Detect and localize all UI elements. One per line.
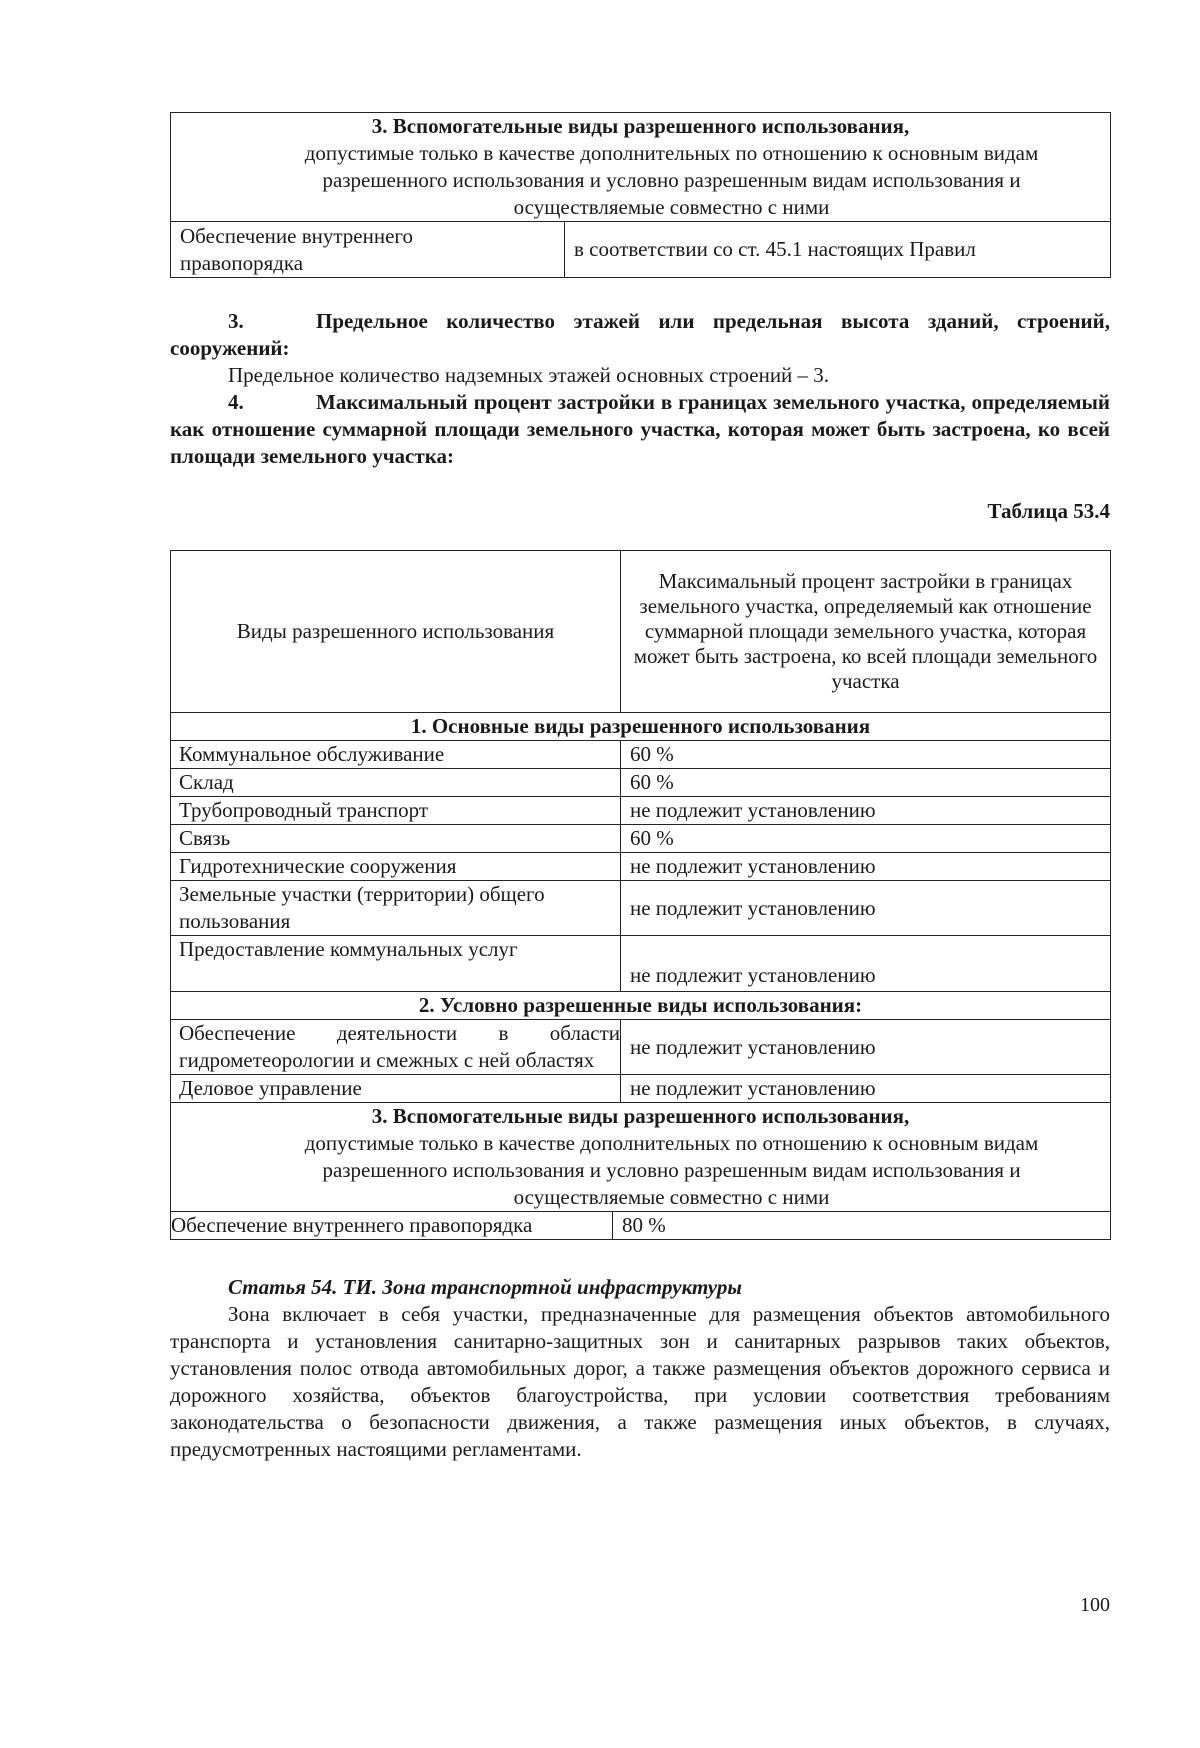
table-title: Таблица 53.4	[987, 499, 1110, 523]
cell-value: не подлежит установлению	[621, 881, 1111, 936]
row-label: Обеспечение внутреннего правопорядка	[171, 222, 565, 278]
cell-value: не подлежит установлению	[621, 1020, 1111, 1075]
table-row	[171, 769, 1111, 797]
cell-value: не подлежит установлению	[621, 936, 1111, 992]
table-top	[170, 112, 1111, 278]
table-row	[171, 741, 1111, 769]
cell-value: 60 %	[621, 825, 1111, 853]
table-row	[171, 222, 1111, 278]
section1-title: 1. Основные виды разрешенного использования	[171, 713, 1111, 741]
document-page	[170, 112, 1110, 1463]
cell-value: 80 %	[613, 1211, 1111, 1239]
cell-name: Трубопроводный транспорт	[171, 797, 621, 825]
cell-value: 60 %	[621, 769, 1111, 797]
article-text: Зона включает в себя участки, предназначенные для размещения объектов автомобильного транспорта и установления санитарно-защитных зон и санитарных разрывов таких объектов, установления полос отвода автомобильных дорог, а также размещения объектов дорожного сервиса и дорожного хозяйства, объектов благоустройства, при условии соответствия требованиям законодательства о безопасности движения, а также размещения иных объектов, в случаях, предусмотренных настоящими регламентами.	[170, 1301, 1110, 1461]
table-row	[171, 853, 1111, 881]
table-row	[171, 1020, 1111, 1075]
item3-num: 3.	[228, 309, 244, 333]
item3-heading-line	[170, 308, 1110, 362]
table-row	[171, 1075, 1111, 1103]
cell-name: Земельные участки (территории) общего пользования	[171, 881, 621, 936]
table-main	[170, 550, 1111, 1212]
cell-name: Деловое управление	[171, 1075, 621, 1103]
cell-name: Склад	[171, 769, 621, 797]
section2-title: 2. Условно разрешенные виды использования:	[171, 992, 1111, 1020]
col2-header: Максимальный процент застройки в границах земельного участка, определяемый как отношение суммарной площади земельного участка, которая может быть застроена, ко всей площади земельного участка	[621, 551, 1111, 713]
cell-name: Связь	[171, 825, 621, 853]
item3-heading: Предельное количество этажей или предельная высота зданий, строений, сооружений:	[170, 309, 1110, 360]
table-row	[171, 1211, 1111, 1239]
cell-name: Обеспечение деятельности в области гидрометеорологии и смежных с ней областях	[171, 1020, 621, 1075]
cell-value: 60 %	[621, 741, 1111, 769]
section3-desc: допустимые только в качестве дополнительных по отношению к основным видам разрешенного использования и условно разрешенным видам использования и осуществляемые совместно с ними	[304, 1131, 1039, 1209]
item4-num: 4.	[228, 390, 244, 414]
cell-name: Обеспечение внутреннего правопорядка	[171, 1211, 613, 1239]
cell-name: Коммунальное обслуживание	[171, 741, 621, 769]
table-main-last	[170, 1211, 1111, 1240]
section1-row	[171, 713, 1111, 741]
section2-row	[171, 992, 1111, 1020]
table-row	[171, 825, 1111, 853]
item4-heading: Максимальный процент застройки в границах земельного участка, определяемый как отношение суммарной площади земельного участка, которая может быть застроена, ко всей площади земельного участка:	[170, 390, 1110, 468]
item3-text: Предельное количество надземных этажей основных строений – 3.	[228, 363, 830, 387]
section3-desc: допустимые только в качестве дополнительных по отношению к основным видам разрешенного использования и условно разрешенным видам использования и осуществляемые совместно с ними	[304, 141, 1039, 219]
table-row	[171, 936, 1111, 992]
item4-heading-line	[170, 389, 1110, 470]
table-row	[171, 797, 1111, 825]
cell-value: не подлежит установлению	[621, 797, 1111, 825]
cell-value: не подлежит установлению	[621, 853, 1111, 881]
cell-value: не подлежит установлению	[621, 1075, 1111, 1103]
cell-name: Гидротехнические сооружения	[171, 853, 621, 881]
table-top-section-header	[171, 113, 1111, 222]
table-header-row	[171, 551, 1111, 713]
section3-title: 3. Вспомогательные виды разрешенного использования,	[371, 114, 910, 138]
section3-title: 3. Вспомогательные виды разрешенного использования,	[371, 1104, 910, 1128]
col1-header: Виды разрешенного использования	[171, 551, 621, 713]
table-row	[171, 881, 1111, 936]
cell-name: Предоставление коммунальных услуг	[171, 936, 621, 992]
row-value: в соответствии со ст. 45.1 настоящих Правил	[565, 222, 1111, 278]
page-number: 100	[1080, 1594, 1110, 1616]
article-title: Статья 54. ТИ. Зона транспортной инфраструктуры	[228, 1274, 742, 1299]
section3-row	[171, 1103, 1111, 1212]
